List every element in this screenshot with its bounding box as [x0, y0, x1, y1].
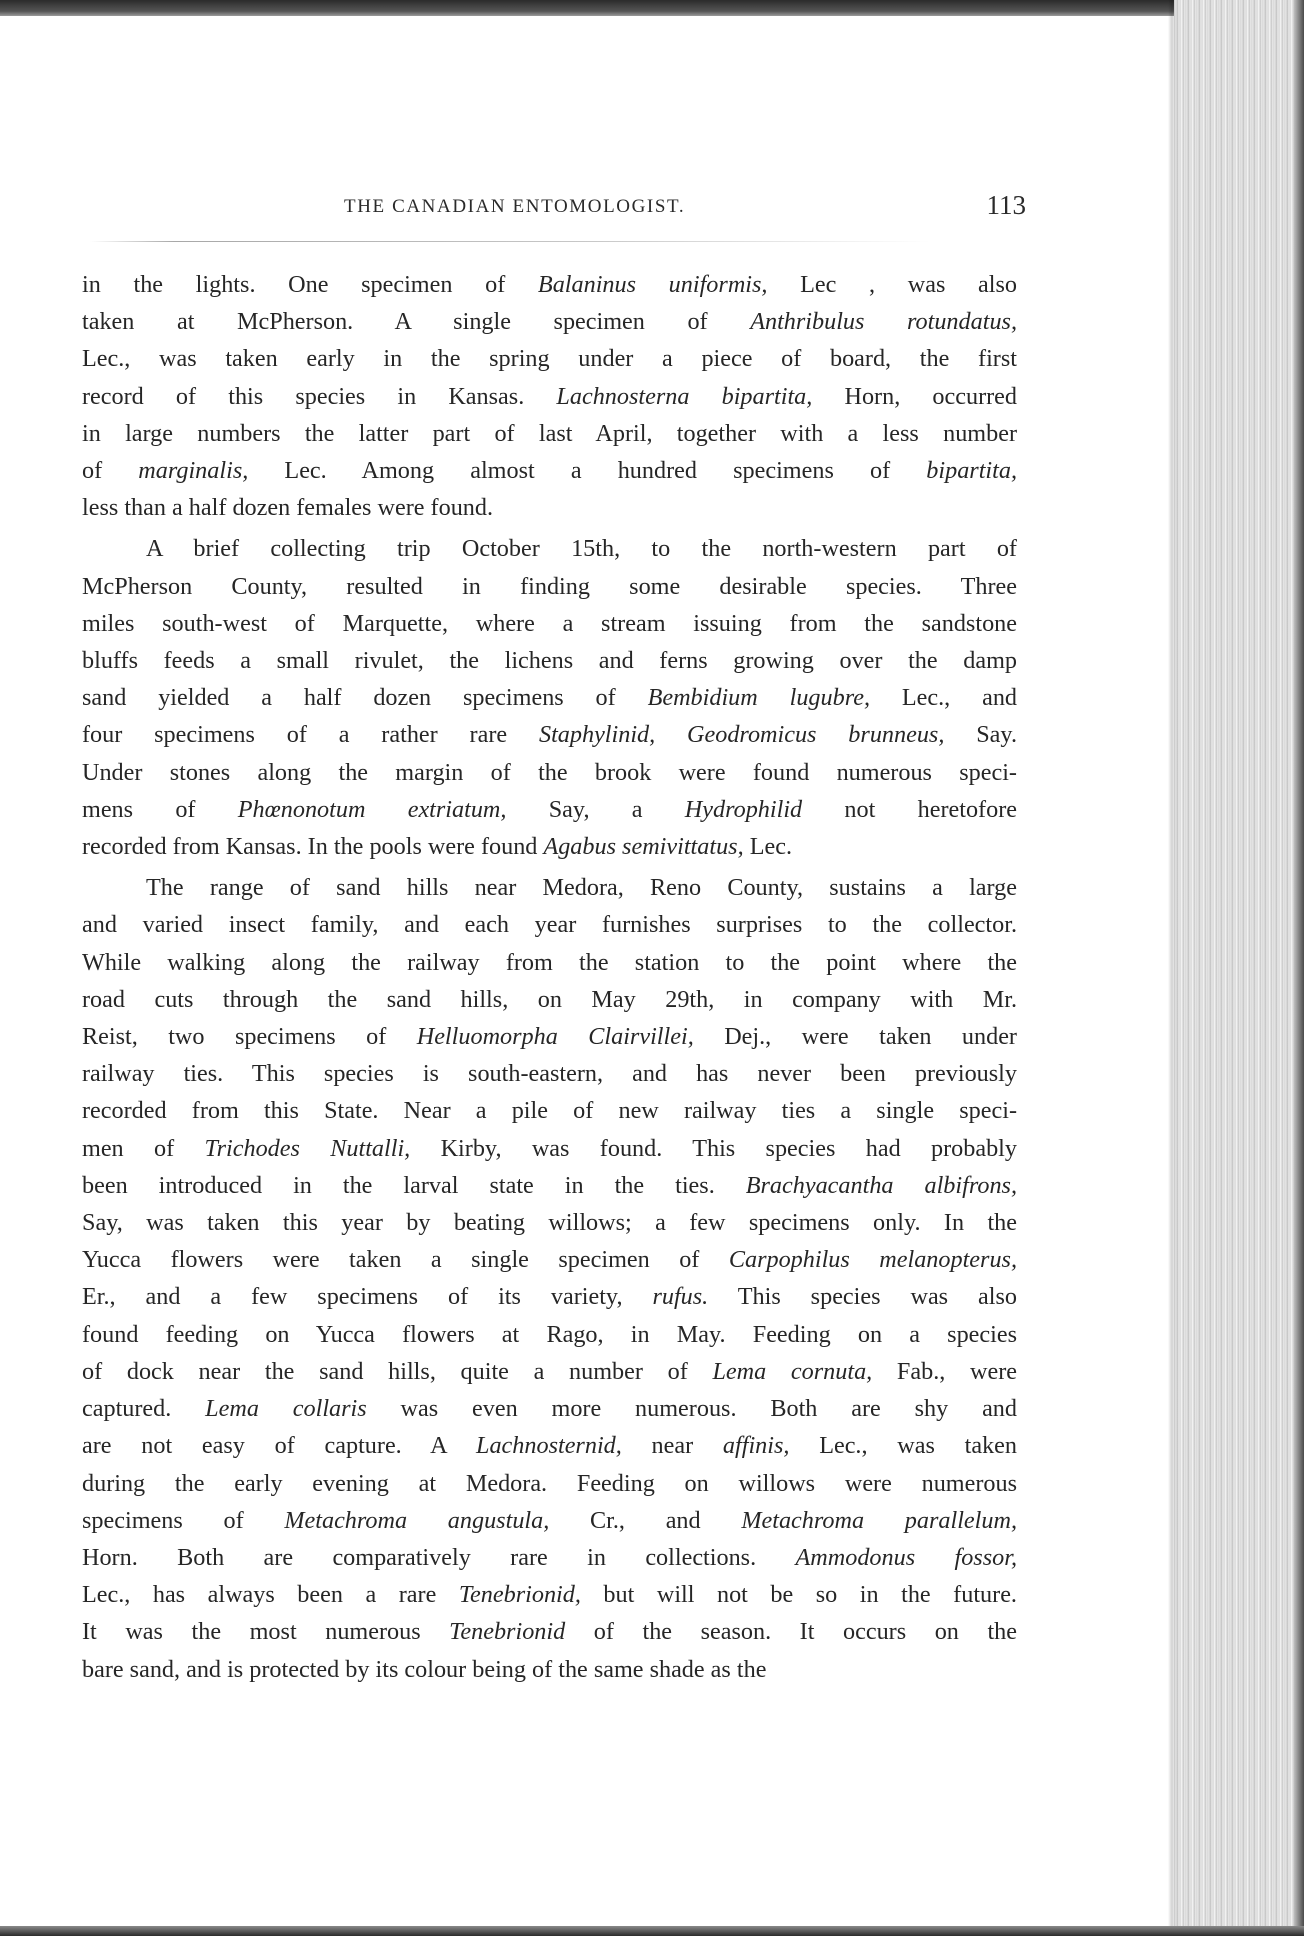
text-line [82, 489, 1017, 526]
text-run: of [82, 457, 139, 485]
text-line [82, 716, 1017, 753]
running-head: THE CANADIAN ENTOMOLOGIST. [344, 196, 686, 217]
text-line [82, 1241, 1017, 1278]
paragraph [82, 530, 1017, 865]
italic-taxon: Lema collaris [205, 1395, 367, 1423]
text-run: less than a half dozen females were found. [82, 494, 494, 522]
text-run: recorded from this State. Near a pile of new railway ties a single speci- [82, 1097, 1017, 1125]
text-line [82, 1502, 1017, 1539]
text-run: railway ties. This species is south-eastern, and has never been previously [82, 1060, 1017, 1088]
text-run: of dock near the sand hills, quite a number of [82, 1357, 713, 1385]
text-run: Lec., was taken [789, 1432, 1017, 1460]
text-run: Cr., and [549, 1506, 742, 1534]
text-line [82, 452, 1017, 489]
text-run: Say, was taken this year by beating willows; a few specimens only. In the [82, 1209, 1017, 1237]
italic-taxon: Bembidium lugubre, [647, 684, 871, 712]
text-run: Er., and a few specimens of its variety, [82, 1283, 653, 1311]
text-run: of the season. It occurs on the [565, 1618, 1017, 1646]
text-line [82, 1576, 1017, 1613]
text-line [82, 266, 1017, 303]
italic-taxon: Metachroma parallelum, [741, 1506, 1017, 1534]
text-run: Under stones along the margin of the brook were found numerous speci- [82, 758, 1017, 786]
page-number: 113 [986, 190, 1026, 220]
text-line [82, 828, 1017, 865]
text-line [82, 791, 1017, 828]
text-line [82, 303, 1017, 340]
text-run: bare sand, and is protected by its colour being of the same shade as the [82, 1655, 767, 1683]
text-line [82, 1539, 1017, 1576]
text-run: but will not be so in the future. [580, 1581, 1017, 1609]
italic-taxon: Carpophilus melanopterus, [728, 1246, 1018, 1274]
text-run: bluffs feeds a small rivulet, the lichens and ferns growing over the damp [82, 647, 1017, 675]
italic-taxon: Agabus semivittatus, [543, 833, 744, 861]
text-run: in the lights. One specimen of [82, 271, 538, 298]
text-run: Lec. [743, 833, 792, 861]
text-line [82, 1613, 1017, 1650]
text-run: during the early evening at Medora. Feeding on willows were numerous [82, 1469, 1017, 1497]
text-run: Lec. Among almost a hundred specimens of [248, 457, 927, 485]
text-run: This species was also [708, 1283, 1017, 1311]
text-line [82, 1316, 1017, 1353]
text-run: Dej., were taken under [693, 1023, 1017, 1051]
italic-taxon: Ammodonus fossor, [795, 1543, 1017, 1571]
text-line [82, 1353, 1017, 1390]
italic-taxon: Metachroma angustula, [284, 1506, 550, 1534]
text-run: and varied insect family, and each year furnishes surprises to the collector. [82, 911, 1017, 939]
text-run: was even more numerous. Both are shy and [366, 1395, 1017, 1423]
italic-taxon: Lachnosterna bipartita, [556, 382, 813, 410]
text-run: Lec., has always been a rare [82, 1581, 459, 1609]
text-line [82, 1465, 1017, 1502]
text-line [82, 605, 1017, 642]
text-line [82, 1167, 1017, 1204]
text-run: near [621, 1432, 723, 1460]
text-line [82, 1278, 1017, 1315]
italic-taxon: affinis, [722, 1432, 790, 1460]
text-line [82, 340, 1017, 377]
italic-taxon: marginalis, [138, 457, 249, 485]
page-header [82, 190, 1026, 226]
text-line [82, 1130, 1017, 1167]
text-line [82, 1055, 1017, 1092]
scan-top-border [0, 0, 1304, 16]
text-line [82, 981, 1017, 1018]
text-run: recorded from Kansas. In the pools were found [82, 833, 544, 861]
scan-bottom-border [0, 1926, 1304, 1936]
italic-taxon: Brachyacantha albifrons, [745, 1171, 1018, 1199]
italic-taxon: bipartita, [926, 457, 1017, 485]
text-line [82, 869, 1017, 906]
text-line [82, 1018, 1017, 1055]
italic-taxon: Anthribulus rotundatus, [750, 308, 1017, 336]
text-run: McPherson County, resulted in finding some desirable species. Three [82, 572, 1017, 600]
italic-taxon: Tenebrionid [449, 1618, 566, 1646]
text-run: It was the most numerous [82, 1618, 450, 1646]
text-line [82, 642, 1017, 679]
text-run: not heretofore [802, 795, 1017, 823]
text-run: found feeding on Yucca flowers at Rago, in May. Feeding on a species [82, 1320, 1017, 1348]
text-run: A brief collecting trip October 15th, to the north-western part of [146, 535, 1017, 563]
text-run: Horn, occurred [812, 382, 1018, 410]
text-run: Kirby, was found. This species had probably [410, 1134, 1017, 1162]
italic-taxon: Staphylinid, Geodromicus brunneus, [538, 721, 945, 749]
header-rule [90, 241, 930, 242]
text-run: road cuts through the sand hills, on May 29th, in company with Mr. [82, 985, 1017, 1013]
text-line [82, 1427, 1017, 1464]
text-line [82, 1651, 1017, 1688]
text-run: are not easy of capture. A [82, 1432, 476, 1460]
italic-taxon: rufus. [652, 1283, 709, 1311]
text-line [82, 415, 1017, 452]
text-run: been introduced in the larval state in the ties. [82, 1171, 746, 1199]
text-run: Fab., were [872, 1357, 1017, 1385]
text-run: Lec., was taken early in the spring under a piece of board, the first [82, 345, 1017, 373]
text-run: Say, a [506, 795, 685, 823]
text-run: Lec., and [870, 684, 1018, 712]
text-line [82, 906, 1017, 943]
text-run: in large numbers the latter part of last April, together with a less number [82, 419, 1017, 447]
body-text [82, 266, 1017, 1688]
italic-taxon: Trichodes Nuttalli, [204, 1134, 411, 1162]
paragraph [82, 869, 1017, 1687]
italic-taxon: Helluomorpha Clairvillei, [416, 1023, 694, 1051]
text-run: captured. [82, 1395, 206, 1423]
paragraph [82, 266, 1017, 526]
italic-taxon: Hydrophilid [684, 795, 803, 823]
italic-taxon: Lema cornuta, [712, 1357, 873, 1385]
text-line [82, 378, 1017, 415]
italic-taxon: Tenebrionid, [458, 1581, 581, 1609]
text-run: record of this species in Kansas. [82, 382, 557, 410]
text-run: sand yielded a half dozen specimens of [82, 684, 648, 712]
text-run: four specimens of a rather rare [82, 721, 539, 749]
text-run: Lec , was also [767, 271, 1017, 298]
text-line [82, 1092, 1017, 1129]
text-run: mens of [82, 795, 238, 823]
text-run: Horn. Both are comparatively rare in collections. [82, 1543, 796, 1571]
text-line [82, 944, 1017, 981]
text-run: While walking along the railway from the station to the point where the [82, 948, 1017, 976]
text-run: specimens of [82, 1506, 285, 1534]
italic-taxon: Phœnonotum extriatum, [237, 795, 507, 823]
text-run: Yucca flowers were taken a single specimen of [82, 1246, 729, 1274]
text-line [82, 754, 1017, 791]
text-line [82, 1204, 1017, 1241]
text-run: The range of sand hills near Medora, Reno County, sustains a large [146, 874, 1017, 902]
book-page-edge [1174, 0, 1304, 1936]
text-run: men of [82, 1134, 205, 1162]
text-run: Say. [944, 721, 1017, 749]
text-line [82, 568, 1017, 605]
italic-taxon: Lachnosternid, [476, 1432, 622, 1460]
text-run: miles south-west of Marquette, where a stream issuing from the sandstone [82, 609, 1017, 637]
text-line [82, 679, 1017, 716]
text-run: Reist, two specimens of [82, 1023, 417, 1051]
text-line [82, 1390, 1017, 1427]
text-run: taken at McPherson. A single specimen of [82, 308, 751, 336]
text-line [82, 530, 1017, 567]
italic-taxon: Balaninus uniformis, [537, 271, 768, 298]
